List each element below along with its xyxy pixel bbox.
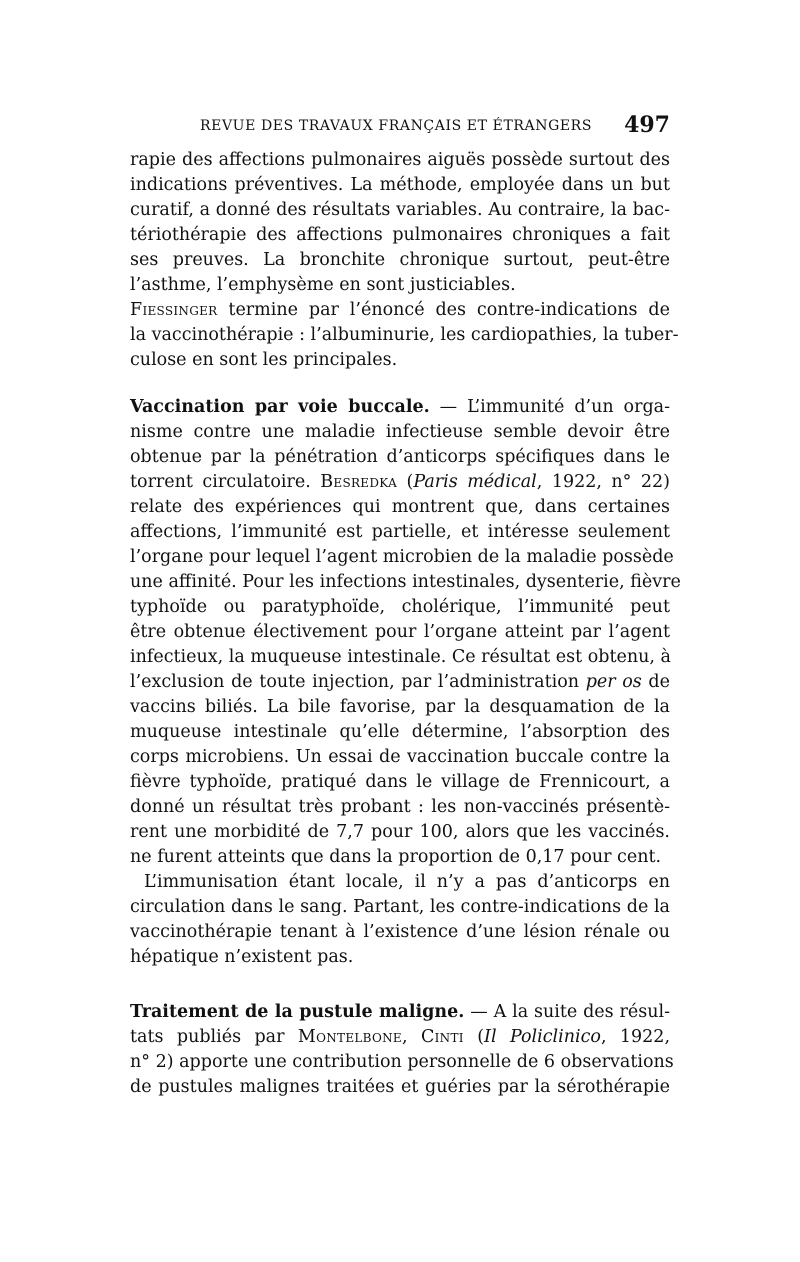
text-span: de: [641, 672, 670, 692]
text-line: vaccins biliés. La bile favorise, par la desquamation de la: [130, 697, 670, 717]
text-line: typhoïde ou paratyphoïde, cholérique, l’immunité peut: [130, 597, 670, 617]
author-name: Fiessinger: [130, 300, 218, 320]
text-line: rapie des affections pulmonaires aiguës possède surtout des: [130, 150, 670, 170]
journal-title: Il Policlinico: [484, 1027, 601, 1047]
text-line: ne furent atteints que dans la proportion de 0,17 pour cent.: [130, 847, 662, 867]
text-line: [130, 298, 670, 323]
page-number: 497: [624, 112, 670, 138]
text-line: être obtenue électivement pour l’organe atteint par l’agent: [130, 622, 670, 642]
text-line: ses preuves. La bronchite chronique surtout, peut-être: [130, 250, 670, 270]
text-line: l’organe pour lequel l’agent microbien de la maladie possède: [130, 547, 674, 567]
text-span: ,: [402, 1027, 421, 1047]
text-line: [130, 395, 670, 420]
text-line: indications préventives. La méthode, employée dans un but: [130, 175, 670, 195]
text-line: obtenue par la pénétration d’anticorps spécifiques dans le: [130, 447, 670, 467]
text-line: nisme contre une maladie infectieuse semble devoir être: [130, 422, 670, 442]
text-line: [130, 1025, 670, 1050]
text-line: hépatique n’existent pas.: [130, 947, 354, 967]
text-line: culose en sont les principales.: [130, 350, 398, 370]
text-line: [130, 470, 670, 495]
text-line: donné un résultat très probant : les non-vaccinés présentè-: [130, 797, 670, 817]
author-name: Cinti: [420, 1027, 464, 1047]
text-line: fièvre typhoïde, pratiqué dans le village de Frennicourt, a: [130, 772, 670, 792]
text-line: [130, 670, 670, 695]
text-span: torrent circulatoire.: [130, 472, 321, 492]
text-span: — L’immunité d’un orga-: [429, 397, 670, 417]
text-span: , 1922, n° 22): [536, 472, 671, 492]
text-span: , 1922,: [600, 1027, 671, 1047]
text-line: affections, l’immunité est partielle, et intéresse seulement: [130, 522, 670, 542]
body-text: [130, 148, 681, 1100]
text-span: (: [397, 472, 414, 492]
text-span: — A la suite des résul-: [464, 1002, 670, 1022]
text-span: termine par l’énoncé des contre-indications de: [217, 300, 670, 320]
text-line: de pustules malignes traitées et guéries par la sérothérapie: [130, 1077, 670, 1097]
paragraph-gap: [130, 970, 670, 1000]
text-line: relate des expériences qui montrent que, dans certaines: [130, 497, 670, 517]
text-line: curatif, a donné des résultats variables. Au contraire, la bac-: [130, 200, 670, 220]
text-line: circulation dans le sang. Partant, les contre-indications de la: [130, 897, 670, 917]
text-span: l’exclusion de toute injection, par l’administration: [130, 672, 586, 692]
text-span: tats publiés par: [130, 1027, 298, 1047]
text-line: [130, 1000, 670, 1025]
journal-title: Paris médical: [413, 472, 537, 492]
text-line: l’asthme, l’emphysème en sont justiciables.: [130, 275, 516, 295]
text-span: (: [463, 1027, 485, 1047]
author-name: Montelbone: [297, 1027, 402, 1047]
text-line: muqueuse intestinale qu’elle détermine, l’absorption des: [130, 722, 670, 742]
text-line: tériothérapie des affections pulmonaires chroniques a fait: [130, 225, 670, 245]
section-heading: Vaccination par voie buccale.: [130, 397, 430, 417]
text-line: L’immunisation étant locale, il n’y a pas d’anticorps en: [144, 872, 670, 892]
paragraph-gap: [130, 373, 670, 395]
text-line: rent une morbidité de 7,7 pour 100, alors que les vaccinés.: [130, 822, 670, 842]
text-line: vaccinothérapie tenant à l’existence d’une lésion rénale ou: [130, 922, 670, 942]
author-name: Besredka: [320, 472, 398, 492]
running-title: REVUE DES TRAVAUX FRANÇAIS ET ÉTRANGERS: [200, 118, 593, 134]
text-line: infectieux, la muqueuse intestinale. Ce résultat est obtenu, à: [130, 647, 671, 667]
text-line: la vaccinothérapie : l’albuminurie, les cardiopathies, la tuber-: [130, 325, 679, 345]
section-heading: Traitement de la pustule maligne.: [130, 1002, 465, 1022]
text-line: n° 2) apporte une contribution personnelle de 6 observations: [130, 1052, 674, 1072]
running-header: [130, 112, 670, 142]
text-line: corps microbiens. Un essai de vaccination buccale contre la: [130, 747, 670, 767]
text-line: une affinité. Pour les infections intestinales, dysenterie, fièvre: [130, 572, 681, 592]
latin-phrase: per os: [585, 672, 642, 692]
